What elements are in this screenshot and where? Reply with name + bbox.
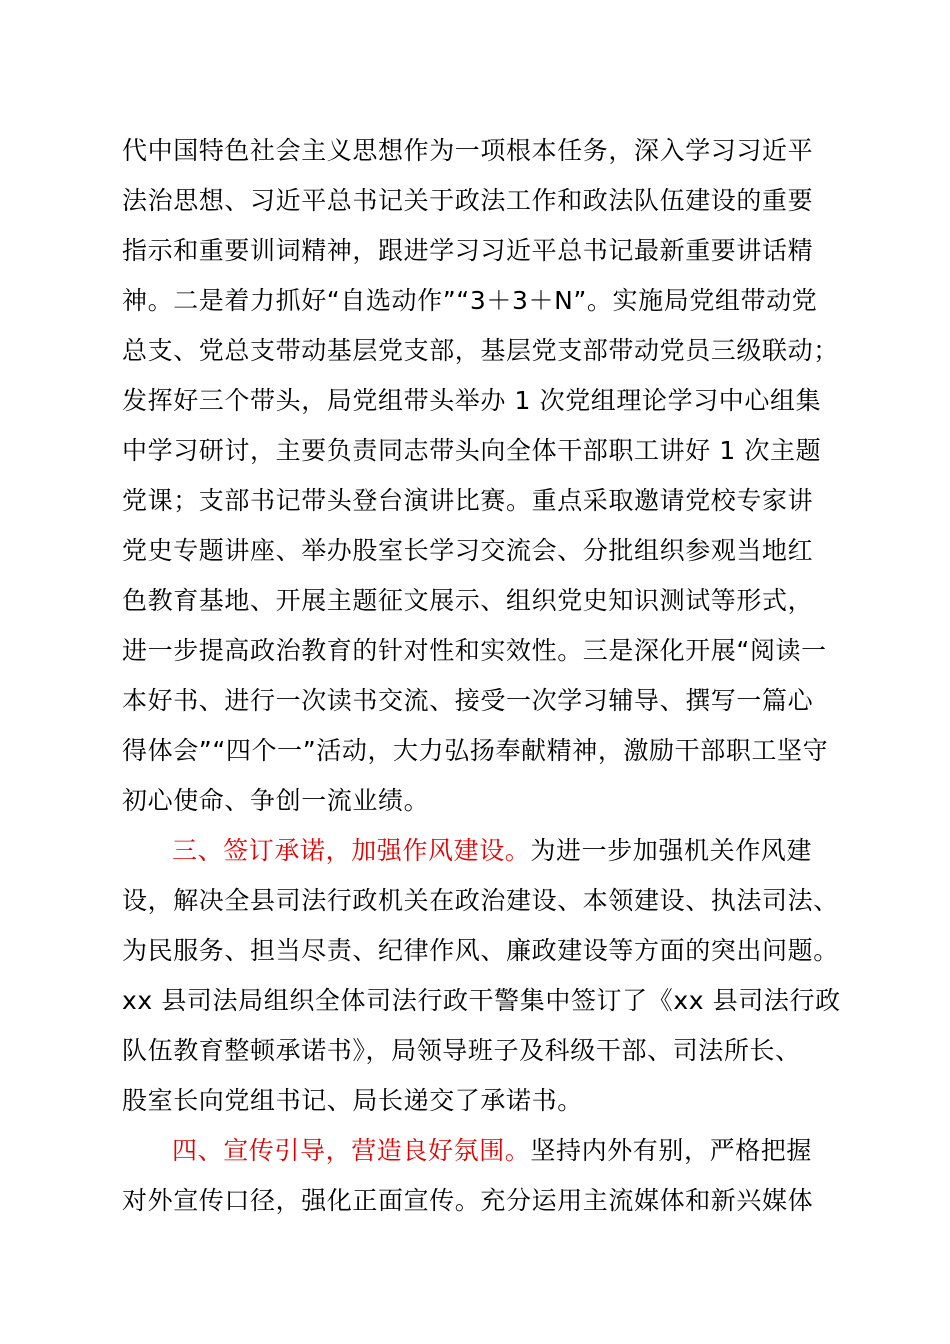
- section-3-first-line-text: 为进一步加强机关作风建: [530, 836, 813, 865]
- text-line: 代中国特色社会主义思想作为一项根本任务，深入学习习近平: [122, 136, 814, 165]
- text-line: 总支、党总支带动基层党支部，基层党支部带动党员三级联动；: [122, 336, 839, 365]
- section-4-first-line: [172, 1126, 862, 1176]
- text-line: 初心使命、争创一流业绩。: [122, 786, 430, 815]
- section-3-first-line: [172, 826, 862, 876]
- section-4-heading: 四、宣传引导，营造良好氛围。: [172, 1136, 531, 1165]
- text-line: 中学习研讨，主要负责同志带头向全体干部职工讲好 1 次主题: [122, 436, 822, 465]
- text-line: 党史专题讲座、举办股室长学习交流会、分批组织参观当地红: [122, 536, 814, 565]
- text-line: 党课；支部书记带头登台演讲比赛。重点采取邀请党校专家讲: [122, 486, 814, 515]
- text-line: 队伍教育整顿承诺书》，局领导班子及科级干部、司法所长、: [122, 1036, 801, 1065]
- text-line: 本好书、进行一次读书交流、接受一次学习辅导、撰写一篇心: [122, 686, 814, 715]
- text-line: 神。二是着力抓好“自选动作”“3＋3＋N”。实施局党组带动党: [122, 286, 818, 315]
- text-line: 法治思想、习近平总书记关于政法工作和政法队伍建设的重要: [122, 186, 814, 215]
- text-line: 对外宣传口径，强化正面宣传。充分运用主流媒体和新兴媒体: [122, 1186, 814, 1215]
- text-line: 进一步提高政治教育的针对性和实效性。三是深化开展“阅读一: [122, 636, 827, 665]
- section-4-first-line-text: 坚持内外有别，严格把握: [530, 1136, 813, 1165]
- text-line: xx 县司法局组织全体司法行政干警集中签订了《xx 县司法行政: [122, 986, 841, 1015]
- text-line: 设，解决全县司法行政机关在政治建设、本领建设、执法司法、: [122, 886, 839, 915]
- text-line: 指示和重要训词精神，跟进学习习近平总书记最新重要讲话精: [122, 236, 814, 265]
- section-3-heading: 三、签订承诺，加强作风建设。: [172, 836, 531, 865]
- text-line: 为民服务、担当尽责、纪律作风、廉政建设等方面的突出问题。: [122, 936, 839, 965]
- text-line: 发挥好三个带头，局党组带头举办 1 次党组理论学习中心组集: [122, 386, 822, 415]
- text-line: 股室长向党组书记、局长递交了承诺书。: [122, 1086, 583, 1115]
- text-line: 得体会”“四个一”活动，大力弘扬奉献精神，激励干部职工坚守: [122, 736, 829, 765]
- text-line: 色教育基地、开展主题征文展示、组织党史知识测试等形式，: [122, 586, 814, 615]
